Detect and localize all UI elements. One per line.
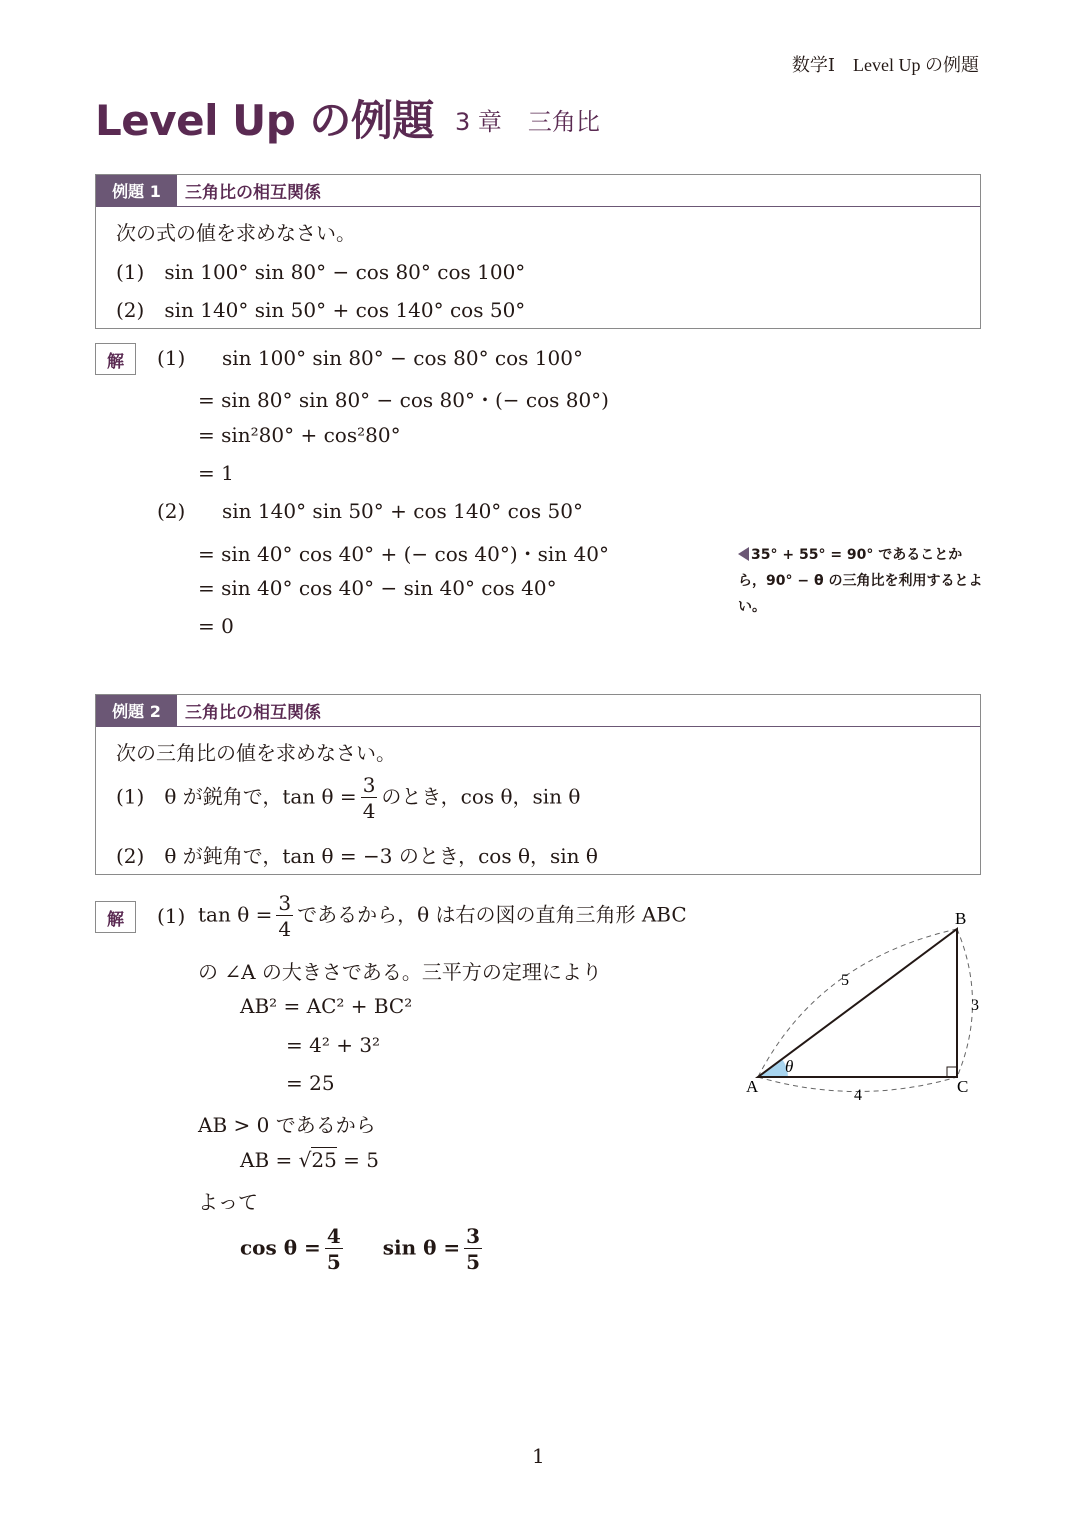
- fraction-numerator: 4: [326, 1224, 341, 1248]
- solution-2-line-7: [240, 1148, 379, 1172]
- fraction-denominator: 4: [278, 917, 292, 941]
- right-triangle-figure: [730, 900, 990, 1110]
- example-2-prompt: 次の三角比の値を求めなさい。: [116, 741, 396, 765]
- fraction: [325, 1226, 343, 1272]
- fraction-numerator: 3: [278, 891, 292, 915]
- example-2-box: [95, 694, 981, 875]
- solution-2-text: = 5: [336, 1148, 380, 1172]
- example-1-header: [96, 175, 980, 207]
- example-2-item-2: (2) θ が鈍角で，tan θ = −3 のとき，cos θ，sin θ: [116, 844, 598, 868]
- solution-2-text: tan θ =: [198, 902, 273, 927]
- solution-1-step: = sin 40° cos 40° + (− cos 40°)・sin 40°: [198, 542, 609, 566]
- solution-2-line-2: の ∠A の大きさである。三平方の定理により: [198, 960, 602, 984]
- solution-2-answer: [240, 1226, 486, 1272]
- vertex-b-label: B: [955, 909, 967, 928]
- triangle-sides: [758, 929, 957, 1077]
- right-angle-mark: [947, 1067, 957, 1077]
- answer-sin-label: sin θ =: [382, 1235, 461, 1260]
- vertex-c-label: C: [957, 1077, 969, 1096]
- example-2-item-1-text: (1) θ が鋭角で，tan θ =: [116, 784, 357, 809]
- fraction-denominator: 5: [326, 1250, 341, 1274]
- solution-2-line-8: よって: [198, 1190, 258, 1214]
- solution-1-step: sin 100° sin 80° − cos 80° cos 100°: [222, 346, 583, 370]
- fraction: [361, 775, 378, 821]
- fraction: [464, 1226, 482, 1272]
- example-1-box: [95, 174, 981, 329]
- running-header: 数学Ⅰ Level Up の例題: [791, 55, 979, 75]
- solution-2-line-3: AB² = AC² + BC²: [240, 994, 413, 1018]
- solution-1-step: = sin 80° sin 80° − cos 80°・(− cos 80°): [198, 388, 609, 412]
- solution-2-text: であるから，θ は右の図の直角三角形 ABC: [297, 902, 687, 927]
- solution-2-label: 解: [95, 901, 136, 933]
- solution-1-step: = 1: [198, 461, 234, 485]
- side-bc-label: 3: [971, 997, 979, 1014]
- fraction: [276, 893, 293, 939]
- solution-1-part-1-number: (1): [157, 346, 186, 370]
- fraction-numerator: 3: [466, 1224, 481, 1248]
- fraction-denominator: 5: [466, 1250, 481, 1274]
- solution-1-part-2-number: (2): [157, 499, 186, 523]
- page-title: Level Up の例題: [95, 96, 434, 145]
- solution-2-line-6: AB > 0 であるから: [198, 1113, 376, 1137]
- radicand: 25: [311, 1148, 337, 1172]
- note-marker-icon: [738, 547, 749, 561]
- example-2-tag: 例題 2: [96, 695, 177, 726]
- solution-2-line-1: [198, 893, 687, 939]
- angle-theta-label: θ: [785, 1057, 794, 1076]
- page-number: 1: [532, 1444, 545, 1468]
- chapter-number: 3 章: [455, 108, 502, 136]
- example-2-item-1-text: のとき，cos θ，sin θ: [381, 784, 581, 809]
- solution-2-line-5: = 25: [286, 1071, 335, 1095]
- example-1-topic: 三角比の相互関係: [185, 183, 321, 203]
- answer-cos-label: cos θ =: [240, 1235, 321, 1260]
- example-2-item-1: [116, 775, 580, 821]
- example-1-item-2: (2) sin 140° sin 50° + cos 140° cos 50°: [116, 298, 526, 322]
- solution-1-label: 解: [95, 343, 136, 375]
- solution-1-step: = sin 40° cos 40° − sin 40° cos 40°: [198, 576, 557, 600]
- example-2-topic: 三角比の相互関係: [185, 703, 321, 723]
- example-1-tag: 例題 1: [96, 175, 177, 206]
- solution-2-part-number: (1): [157, 904, 186, 928]
- solution-2-text: AB =: [240, 1148, 299, 1172]
- example-1-item-1: (1) sin 100° sin 80° − cos 80° cos 100°: [116, 260, 526, 284]
- side-ac-label: 4: [854, 1087, 862, 1104]
- solution-2-line-4: = 4² + 3²: [286, 1033, 381, 1057]
- solution-1-step: = sin²80° + cos²80°: [198, 423, 401, 447]
- example-1-prompt: 次の式の値を求めなさい。: [116, 221, 356, 245]
- side-note: [738, 542, 988, 620]
- vertex-a-label: A: [746, 1077, 759, 1096]
- solution-1-step: = 0: [198, 614, 234, 638]
- solution-1-step: sin 140° sin 50° + cos 140° cos 50°: [222, 499, 583, 523]
- example-2-header: [96, 695, 980, 727]
- sqrt-sign-icon: √: [298, 1148, 312, 1172]
- fraction-denominator: 4: [362, 799, 376, 823]
- side-ab-label: 5: [841, 972, 849, 989]
- chapter-name: 三角比: [527, 108, 600, 136]
- chapter-heading: [455, 102, 626, 137]
- fraction-numerator: 3: [362, 773, 376, 797]
- side-note-text: 35° + 55° = 90° であることから，90° − θ の三角比を利用するとよい。: [738, 547, 983, 615]
